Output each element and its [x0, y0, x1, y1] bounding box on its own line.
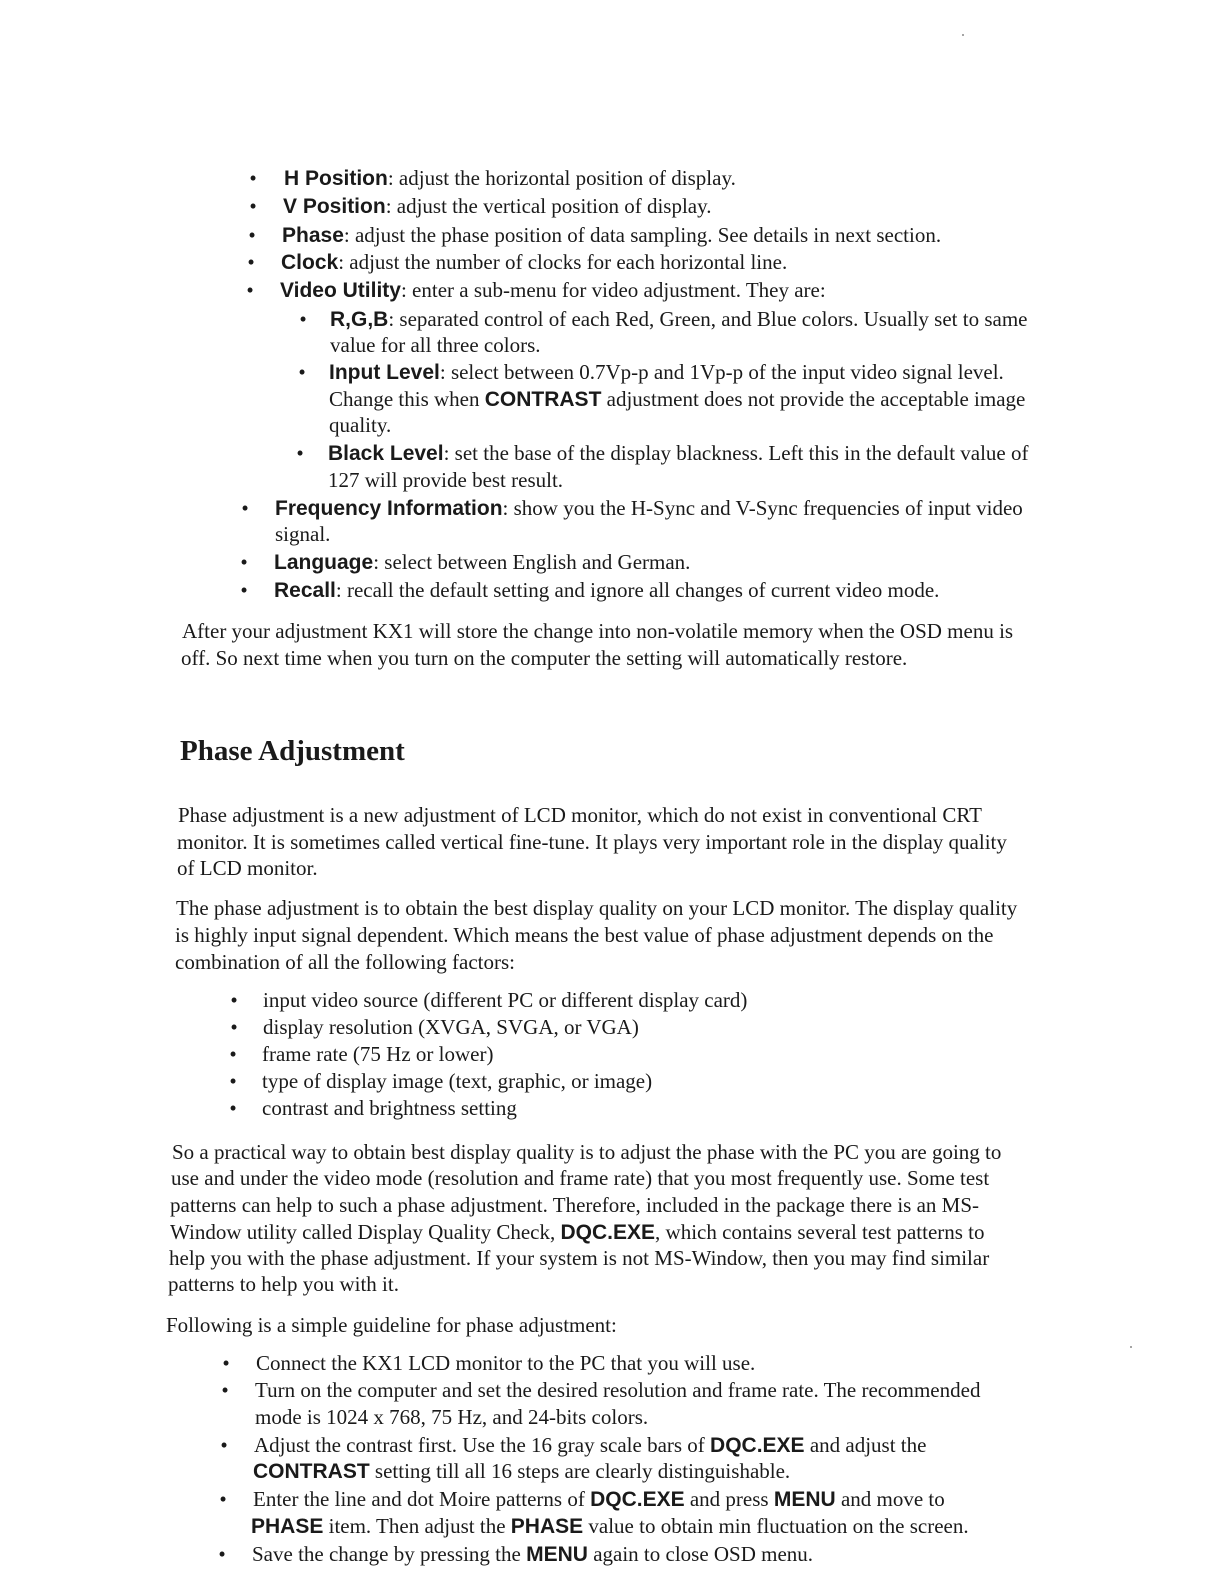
- bullet: •: [230, 1015, 238, 1039]
- list-item-clock: Clock: adjust the number of clocks for each horizontal line.: [281, 250, 788, 274]
- bullet: •: [229, 1096, 237, 1120]
- list-item-h-position: H Position: adjust the horizontal position of display.: [284, 166, 736, 190]
- paragraph-line: Phase adjustment is a new adjustment of LCD monitor, which do not exist in conventional CRT: [178, 803, 982, 827]
- step-item: Turn on the computer and set the desired resolution and frame rate. The recommended: [255, 1378, 981, 1402]
- bullet: •: [246, 278, 254, 302]
- sub-item-black-level-cont: 127 will provide best result.: [328, 468, 564, 492]
- sub-item-input-level: Input Level: select between 0.7Vp-p and 1Vp-p of the input video signal level.: [329, 360, 1004, 384]
- bullet: •: [299, 307, 307, 331]
- sub-item-input-level-cont2: quality.: [329, 413, 392, 437]
- factor-item: contrast and brightness setting: [262, 1096, 517, 1120]
- guideline-intro: Following is a simple guideline for phase adjustment:: [166, 1313, 617, 1337]
- bullet: •: [229, 1042, 237, 1066]
- sub-item-rgb-cont: value for all three colors.: [330, 333, 541, 357]
- step-item: Adjust the contrast first. Use the 16 gray scale bars of DQC.EXE and adjust the: [254, 1433, 927, 1457]
- paragraph-line: patterns can help to such a phase adjustment. Therefore, included in the package there is an MS-: [170, 1193, 980, 1217]
- paragraph-line: The phase adjustment is to obtain the best display quality on your LCD monitor. The display quality: [176, 896, 1018, 920]
- paragraph-line: Window utility called Display Quality Check, DQC.EXE, which contains several test patterns to: [170, 1220, 985, 1244]
- step-item-cont: CONTRAST setting till all 16 steps are clearly distinguishable.: [253, 1459, 791, 1483]
- list-item-phase: Phase: adjust the phase position of data sampling. See details in next section.: [282, 223, 942, 247]
- step-item-cont: mode is 1024 x 768, 75 Hz, and 24-bits colors.: [255, 1405, 649, 1429]
- list-item-video-utility: Video Utility: enter a sub-menu for video adjustment. They are:: [280, 278, 826, 302]
- step-item: Save the change by pressing the MENU again to close OSD menu.: [252, 1542, 814, 1566]
- step-item: Connect the KX1 LCD monitor to the PC that you will use.: [256, 1351, 756, 1375]
- bullet: •: [240, 578, 248, 602]
- bullet: •: [298, 360, 306, 384]
- bullet: •: [248, 223, 256, 247]
- paragraph-line: off. So next time when you turn on the computer the setting will automatically restore.: [181, 646, 908, 670]
- bullet: •: [240, 550, 248, 574]
- paragraph-line: After your adjustment KX1 will store the change into non-volatile memory when the OSD menu is: [182, 619, 1014, 643]
- bullet: •: [221, 1378, 229, 1402]
- paragraph-line: combination of all the following factors:: [175, 950, 515, 974]
- factor-item: type of display image (text, graphic, or image): [262, 1069, 653, 1093]
- list-item-frequency-information: Frequency Information: show you the H-Sync and V-Sync frequencies of input video: [275, 496, 1023, 520]
- bullet: •: [222, 1351, 230, 1375]
- bullet: •: [247, 250, 255, 274]
- scan-speck: [1130, 1346, 1132, 1348]
- list-item-v-position: V Position: adjust the vertical position of display.: [283, 194, 712, 218]
- factor-item: input video source (different PC or different display card): [263, 988, 748, 1012]
- bullet: •: [229, 1069, 237, 1093]
- paragraph-line: monitor. It is sometimes called vertical fine-tune. It plays very important role in the display quality: [177, 830, 1007, 854]
- section-heading: Phase Adjustment: [180, 735, 405, 767]
- step-item-cont: PHASE item. Then adjust the PHASE value to obtain min fluctuation on the screen.: [251, 1514, 969, 1538]
- bullet: •: [218, 1542, 226, 1566]
- paragraph-line: help you with the phase adjustment. If your system is not MS-Window, then you may find similar: [169, 1246, 990, 1270]
- factor-item: display resolution (XVGA, SVGA, or VGA): [263, 1015, 639, 1039]
- paragraph-line: of LCD monitor.: [177, 856, 318, 880]
- list-item-frequency-information-cont: signal.: [275, 522, 331, 546]
- bullet: •: [241, 496, 249, 520]
- paragraph-line: patterns to help you with it.: [168, 1272, 399, 1296]
- factor-item: frame rate (75 Hz or lower): [262, 1042, 494, 1066]
- bullet: •: [249, 166, 257, 190]
- sub-item-rgb: R,G,B: separated control of each Red, Green, and Blue colors. Usually set to same: [330, 307, 1028, 331]
- sub-item-black-level: Black Level: set the base of the display blackness. Left this in the default value of: [328, 441, 1029, 465]
- list-item-language: Language: select between English and German.: [274, 550, 691, 574]
- bullet: •: [220, 1433, 228, 1457]
- list-item-recall: Recall: recall the default setting and ignore all changes of current video mode.: [274, 578, 940, 602]
- bullet: •: [219, 1487, 227, 1511]
- scan-speck: [962, 34, 964, 36]
- paragraph-line: use and under the video mode (resolution and frame rate) that you most frequently use. Some test: [171, 1166, 990, 1190]
- step-item: Enter the line and dot Moire patterns of DQC.EXE and press MENU and move to: [253, 1487, 945, 1511]
- sub-item-input-level-cont: Change this when CONTRAST adjustment does not provide the acceptable image: [329, 387, 1026, 411]
- paragraph-line: is highly input signal dependent. Which means the best value of phase adjustment depends on the: [175, 923, 994, 947]
- bullet: •: [230, 988, 238, 1012]
- bullet: •: [296, 441, 304, 465]
- bullet: •: [249, 194, 257, 218]
- paragraph-line: So a practical way to obtain best display quality is to adjust the phase with the PC you are going to: [172, 1140, 1002, 1164]
